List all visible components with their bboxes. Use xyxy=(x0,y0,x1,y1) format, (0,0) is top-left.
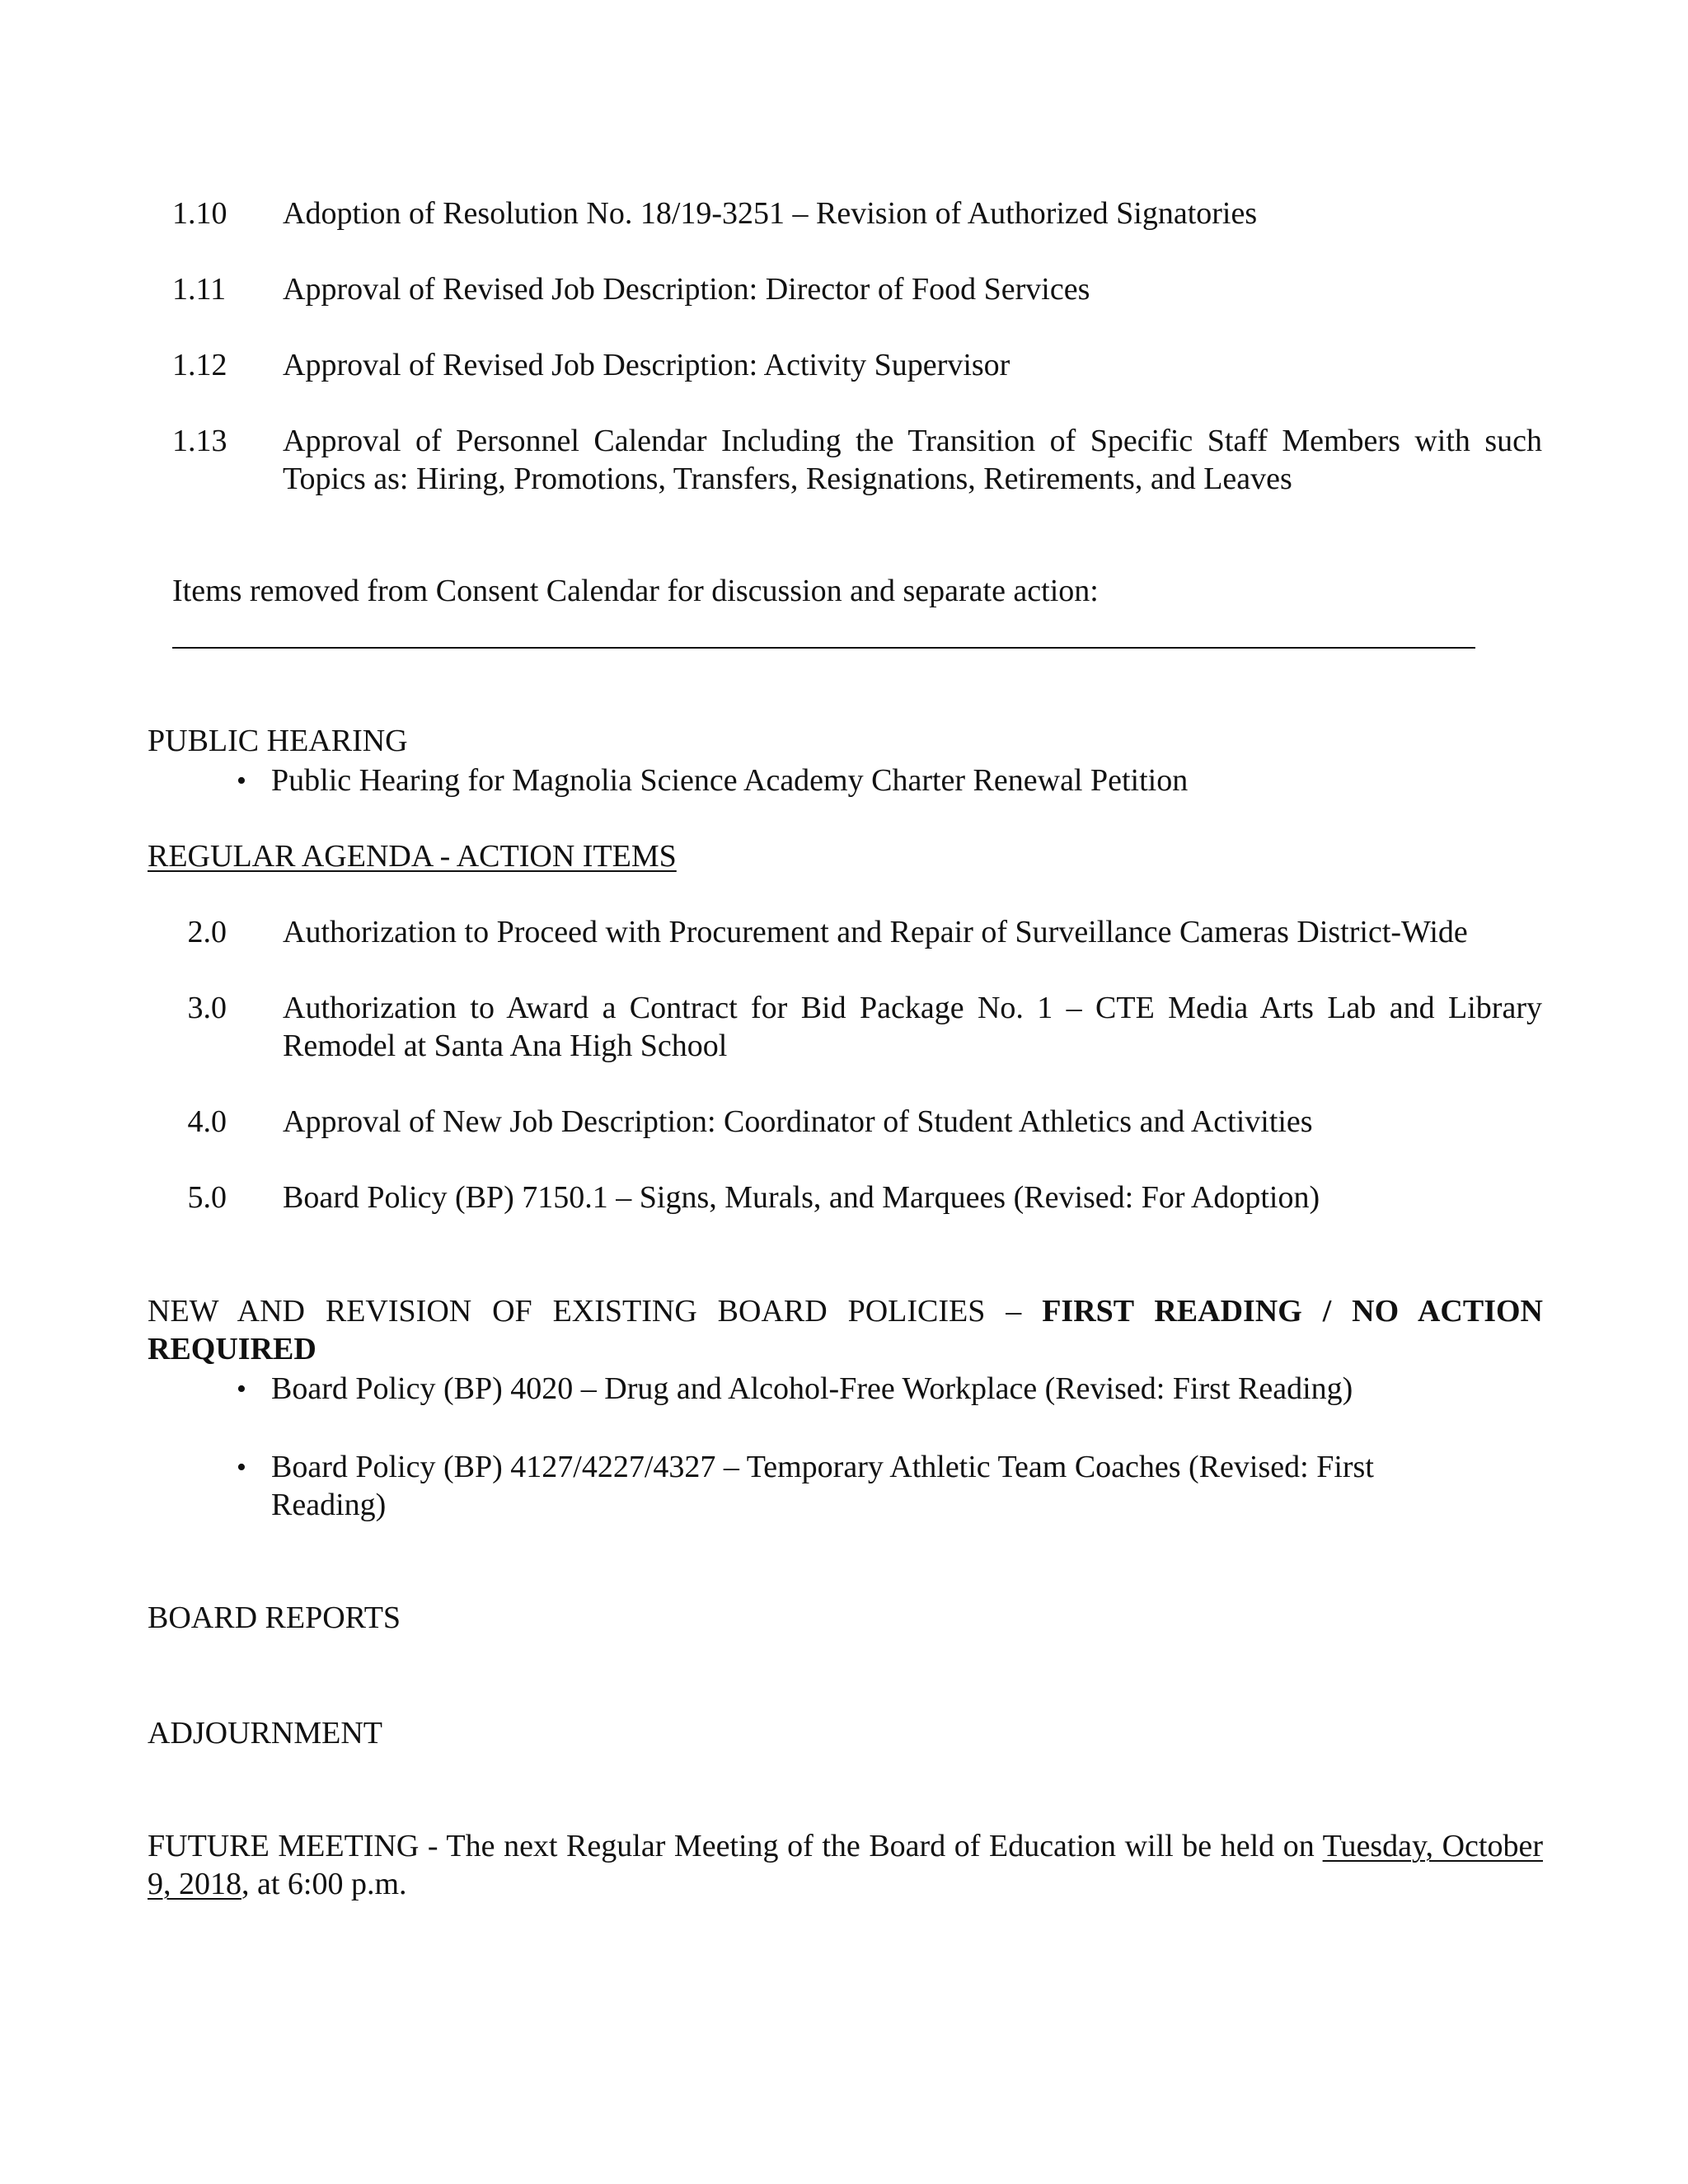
item-text: Approval of Revised Job Description: Director of Food Services xyxy=(283,272,1090,307)
future-meeting-date: Tuesday, October 9, 2018 xyxy=(148,1829,1543,1901)
bullet-text: Board Policy (BP) 4020 – Drug and Alcohol-Free Workplace (Revised: First Reading) xyxy=(271,1371,1353,1406)
item-text: Approval of Revised Job Description: Activity Supervisor xyxy=(283,348,1010,382)
public-hearing-heading: PUBLIC HEARING xyxy=(148,724,408,758)
bullet-icon: • xyxy=(237,766,246,796)
bullet-icon: • xyxy=(237,1374,246,1404)
bullet-text: Board Policy (BP) 4127/4227/4327 – Temporary Athletic Team Coaches (Revised: First Reading) xyxy=(271,1450,1374,1522)
item-text: Adoption of Resolution No. 18/19-3251 – Revision of Authorized Signatories xyxy=(283,196,1258,231)
item-text: Board Policy (BP) 7150.1 – Signs, Murals, and Marquees (Revised: For Adoption) xyxy=(283,1180,1320,1215)
blank-line-divider xyxy=(172,647,1475,649)
item-number: 1.10 xyxy=(172,196,227,231)
item-number: 3.0 xyxy=(187,991,227,1025)
future-meeting-paragraph xyxy=(148,1827,1543,1903)
item-text: Authorization to Award a Contract for Bid Package No. 1 – CTE Media Arts Lab and Library Remodel at Santa Ana High School xyxy=(283,991,1542,1063)
future-meeting-text: FUTURE MEETING - The next Regular Meeting of the Board of Education will be held on xyxy=(148,1829,1323,1863)
item-text: Approval of Personnel Calendar Including the Transition of Specific Staff Members with such Topics as: Hiring, Promotions, Transfers, Resignations, Retirements, and Leaves xyxy=(283,424,1542,496)
regular-agenda-heading: REGULAR AGENDA - ACTION ITEMS xyxy=(148,839,677,874)
item-number: 1.11 xyxy=(172,272,227,307)
item-number: 1.13 xyxy=(172,424,227,458)
board-policies-heading-bold: FIRST READING / NO ACTION REQUIRED xyxy=(148,1294,1543,1366)
item-number: 5.0 xyxy=(187,1180,227,1215)
board-reports-heading: BOARD REPORTS xyxy=(148,1601,401,1635)
adjournment-heading: ADJOURNMENT xyxy=(148,1716,382,1750)
board-policies-heading xyxy=(148,1292,1543,1368)
item-number: 1.12 xyxy=(172,348,227,382)
item-text: Authorization to Proceed with Procurement and Repair of Surveillance Cameras District-Wide xyxy=(283,915,1468,949)
bullet-text: Public Hearing for Magnolia Science Academy Charter Renewal Petition xyxy=(271,763,1189,798)
item-number: 2.0 xyxy=(187,915,227,949)
future-meeting-time: , at 6:00 p.m. xyxy=(241,1867,407,1901)
board-policies-heading-text: NEW AND REVISION OF EXISTING BOARD POLICIES – xyxy=(148,1294,1043,1329)
bullet-icon: • xyxy=(237,1452,246,1483)
item-text: Approval of New Job Description: Coordinator of Student Athletics and Activities xyxy=(283,1104,1313,1139)
item-number: 4.0 xyxy=(187,1104,227,1139)
removed-items-label: Items removed from Consent Calendar for discussion and separate action: xyxy=(172,574,1099,608)
